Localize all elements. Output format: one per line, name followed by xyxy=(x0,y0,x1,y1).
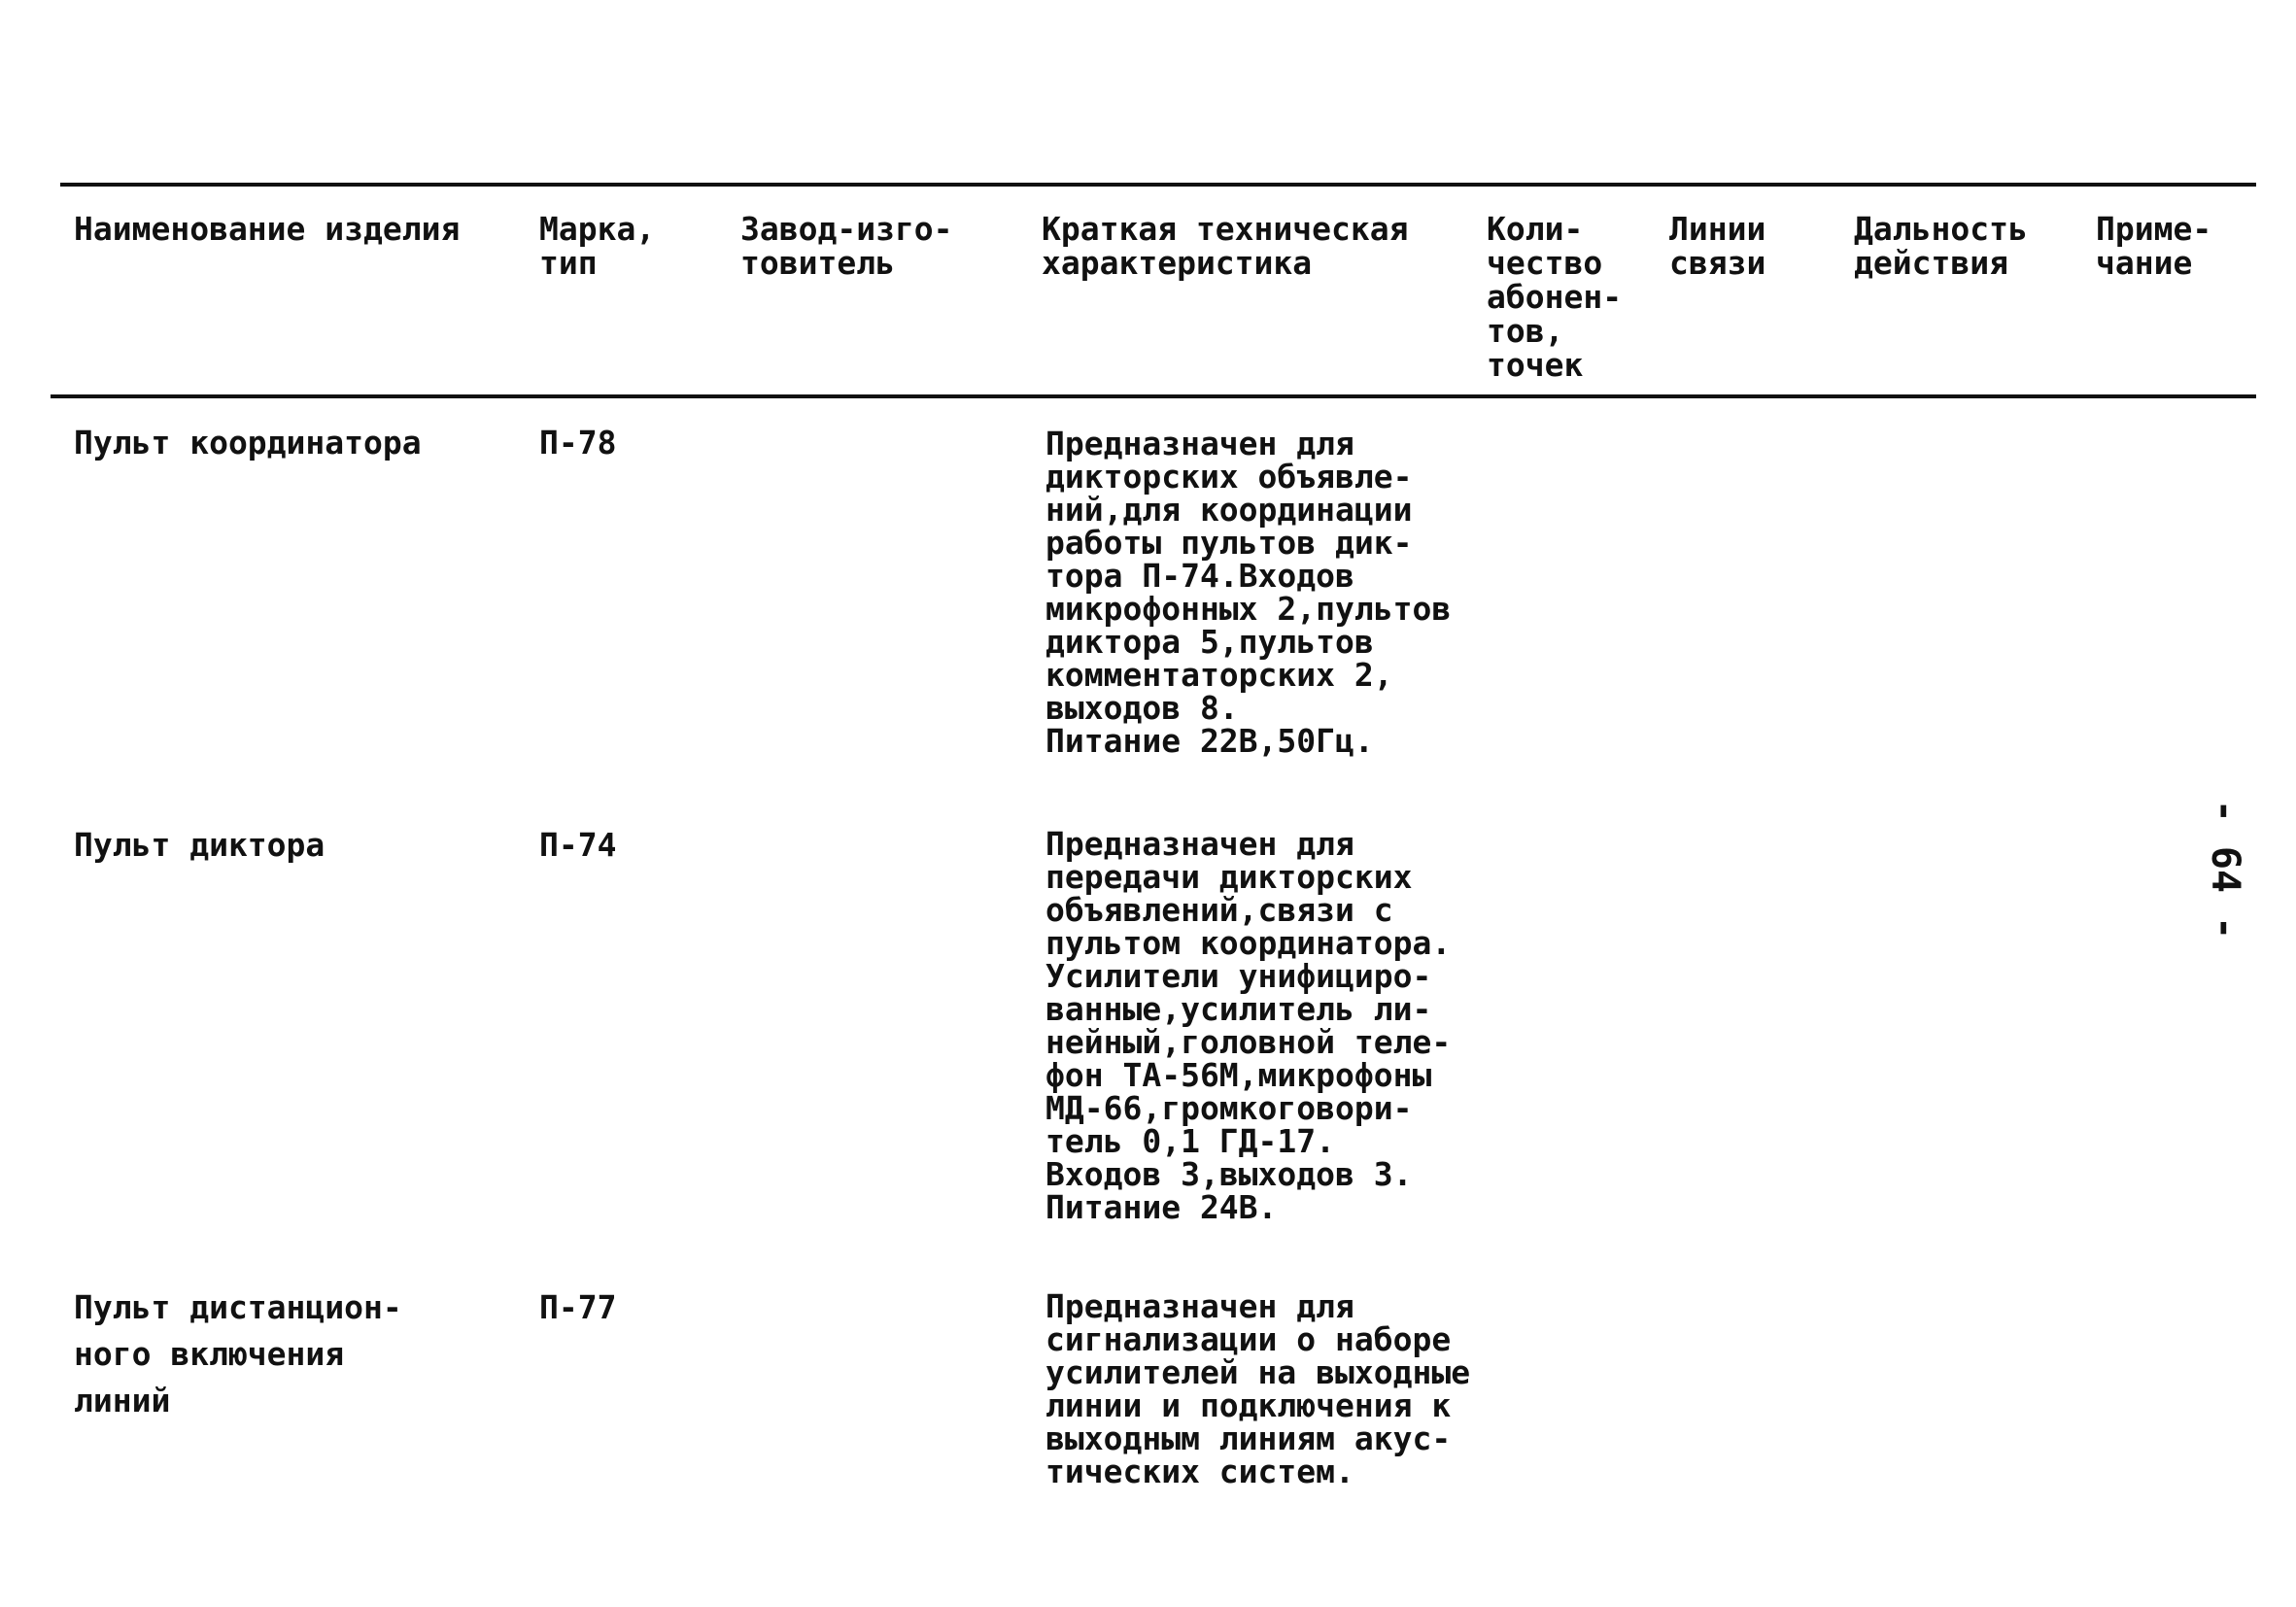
row-3-description: Предназначен для сигнализации о наборе усилителей на выходные линии и подключения к выходным линиям акус- тических систем. xyxy=(1045,1287,1471,1490)
header-note: Приме- чание xyxy=(2096,210,2212,282)
header-lines: Линии связи xyxy=(1669,210,1766,282)
header-factory: Завод-изго- товитель xyxy=(740,210,953,282)
header-count: Коли- чество абонен- тов, точек xyxy=(1487,210,1623,384)
header-description: Краткая техническая характеристика xyxy=(1042,210,1409,282)
table-top-rule xyxy=(60,183,2256,187)
row-2-description: Предназначен для передачи дикторских объявлений,связи с пультом координатора. Усилители унифициро- ванные,усилитель ли- нейный,головной теле- фон ТА-56М,микрофоны МД-66,громкоговори- тель 0,1 ГД-17. Входов 3,выходов 3. Питание 24В. xyxy=(1045,825,1452,1226)
header-range: Дальность действия xyxy=(1854,210,2028,282)
page-number xyxy=(2203,797,2247,942)
row-1-name: Пульт координатора xyxy=(74,424,422,462)
row-2-name: Пульт диктора xyxy=(74,826,326,864)
row-3-name: Пульт дистанцион- ного включения линий xyxy=(74,1288,402,1419)
table-header-rule xyxy=(51,394,2256,398)
row-3-mark: П-77 xyxy=(539,1288,617,1326)
row-2-mark: П-74 xyxy=(539,826,617,864)
row-1-mark: П-78 xyxy=(539,424,617,462)
page-number-text: - 64 - xyxy=(2203,799,2247,940)
row-1-description: Предназначен для дикторских объявле- ний,для координации работы пультов дик- тора П-74.Входов микрофонных 2,пультов диктора 5,пультов комментаторских 2, выходов 8. Питание 22В,50Гц. xyxy=(1045,425,1452,760)
header-mark: Марка, тип xyxy=(539,210,656,282)
header-name: Наименование изделия xyxy=(74,210,461,248)
